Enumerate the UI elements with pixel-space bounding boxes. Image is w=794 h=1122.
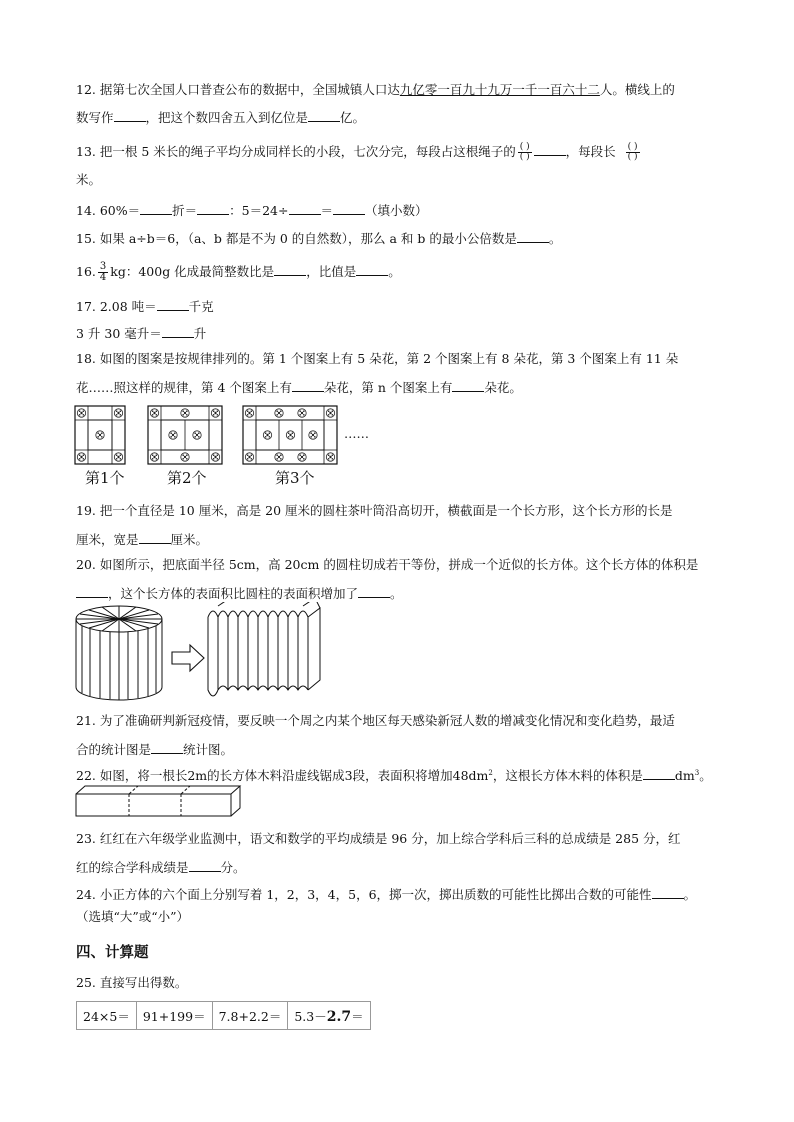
question-21-line2 bbox=[76, 740, 233, 758]
cylinder bbox=[76, 606, 162, 700]
q22-blank[interactable] bbox=[643, 766, 675, 780]
q20-text-a: ，这个长方体的表面积比圆柱的表面积增加了 bbox=[108, 586, 359, 601]
q13-frac2-num: ( ) bbox=[627, 142, 638, 152]
q18-text-c: 朵花。 bbox=[484, 380, 522, 395]
q23-blank[interactable] bbox=[189, 858, 221, 872]
section-title-calculation: 四、计算题 bbox=[76, 945, 149, 961]
question-22 bbox=[76, 765, 712, 784]
q24-text: 24. 小正方体的六个面上分别写着 1，2，3，4，5，6，掷一次，掷出质数的可能性比掷出合数的可能性 bbox=[76, 887, 652, 902]
q22-sup-3: 3 bbox=[694, 769, 700, 777]
wood-cuboid-figure bbox=[74, 784, 244, 820]
question-23-line2 bbox=[76, 858, 246, 876]
q14-blank-2[interactable] bbox=[197, 201, 229, 215]
q22-text-a: 22. 如图，将一根长2m的长方体木料沿虚线锯成3段，表面积将增加48dm bbox=[76, 768, 489, 784]
q23-text-b: 分。 bbox=[220, 860, 246, 875]
q12-label-write: 数写作 bbox=[76, 110, 114, 125]
cylinder-to-cuboid-figure bbox=[74, 602, 334, 702]
pattern-3 bbox=[243, 406, 337, 464]
question-12-line2 bbox=[76, 108, 365, 126]
pattern-ellipsis: …… bbox=[344, 426, 369, 441]
q22-sup-2: 2 bbox=[488, 769, 493, 777]
q16-frac-num: 3 bbox=[99, 261, 107, 272]
q12-text: 12. 据第七次全国人口普查公布的数据中，全国城镇人口达 bbox=[76, 82, 400, 97]
question-16 bbox=[76, 262, 401, 283]
calc-table bbox=[76, 1001, 371, 1030]
q16-blank-2[interactable] bbox=[356, 262, 388, 276]
approx-cuboid bbox=[208, 602, 320, 696]
question-24-line2 bbox=[76, 909, 189, 925]
question-14 bbox=[76, 201, 428, 219]
q17-blank-1[interactable] bbox=[157, 297, 189, 311]
q13-frac-num: ( ) bbox=[519, 142, 530, 152]
question-18-line2 bbox=[76, 378, 522, 396]
q13-fraction-blank[interactable] bbox=[518, 143, 532, 162]
q13-text: 13. 把一根 5 米长的绳子平均分成同样长的小段，七次分完，每段占这根绳子的 bbox=[76, 144, 516, 159]
question-21-line1 bbox=[76, 713, 675, 729]
q21-text-b: 统计图。 bbox=[183, 742, 234, 757]
calc-table-row bbox=[77, 1002, 371, 1030]
q20-blank-2[interactable] bbox=[358, 584, 390, 598]
calc-cell-4[interactable] bbox=[288, 1002, 370, 1030]
question-19-line1 bbox=[76, 503, 673, 519]
q21-blank[interactable] bbox=[151, 740, 183, 754]
calc-cell-4-c: ＝ bbox=[351, 1008, 364, 1024]
question-23-line1 bbox=[76, 831, 681, 847]
q21-text-a: 合的统计图是 bbox=[76, 742, 152, 757]
question-20-line1 bbox=[76, 557, 698, 573]
question-15 bbox=[76, 229, 561, 247]
q20-text-b: 。 bbox=[390, 586, 403, 601]
q24-end: 。 bbox=[683, 887, 697, 902]
pattern-1 bbox=[75, 406, 125, 464]
question-19-line2 bbox=[76, 530, 208, 548]
pattern-label-2: 第2个 bbox=[167, 469, 207, 487]
q23-text-a: 红的综合学科成绩是 bbox=[76, 860, 189, 875]
q22-end: 。 bbox=[699, 768, 712, 784]
calc-cell-1[interactable]: 24×5＝ bbox=[77, 1002, 137, 1030]
q15-blank[interactable] bbox=[517, 229, 549, 243]
q20-text: 20. 如图所示，把底面半径 5cm，高 20cm 的圆柱切成若干等份，拼成一个近似的长方体。这个长方体的体积是 bbox=[76, 557, 699, 572]
q14-text-e: （填小数） bbox=[365, 203, 428, 218]
pattern-label-1: 第1个 bbox=[85, 469, 125, 487]
calc-cell-3[interactable]: 7.8+2.2＝ bbox=[212, 1002, 288, 1030]
question-18-line1 bbox=[76, 351, 678, 367]
q12-answer-blank-2[interactable] bbox=[308, 108, 340, 122]
q17-text-a: 17. 2.08 吨＝ bbox=[76, 299, 157, 314]
q19-text-a: 厘米，宽是 bbox=[76, 532, 139, 547]
question-13-line1 bbox=[76, 142, 642, 162]
question-17-line2 bbox=[76, 324, 206, 342]
pattern-2 bbox=[148, 406, 222, 464]
q14-blank-1[interactable] bbox=[140, 201, 172, 215]
q18-text-a: 花……照这样的规律，第 4 个图案上有 bbox=[76, 380, 292, 395]
calc-cell-2[interactable]: 91+199＝ bbox=[136, 1002, 212, 1030]
q19-text-b: 厘米。 bbox=[170, 532, 209, 547]
q15-end: 。 bbox=[548, 231, 562, 246]
q14-text-c: ：5＝24÷ bbox=[229, 203, 289, 218]
q13-fraction-blank-2[interactable] bbox=[626, 143, 640, 162]
q13-frac-den: ( ) bbox=[519, 152, 530, 162]
question-25-title bbox=[76, 975, 187, 991]
q15-text: 15. 如果 a÷b＝6，（a、b 都是不为 0 的自然数），那么 a 和 b 的最小公倍数是 bbox=[76, 231, 517, 246]
q12-underlined-number: 九亿零一百九十九万一千一百六十二 bbox=[399, 82, 600, 97]
question-13-line2 bbox=[76, 172, 101, 188]
q16-number: 16. bbox=[76, 264, 96, 279]
q17-unit-2: 升 bbox=[193, 326, 207, 341]
q22-text-b: ，这根长方体木料的体积是 bbox=[492, 768, 643, 784]
q16-text-a: kg：400g 化成最简整数比是 bbox=[110, 264, 275, 279]
q12-text-end: 人。横线上的 bbox=[599, 82, 675, 97]
q14-blank-4[interactable] bbox=[333, 201, 365, 215]
q13-answer-blank-1[interactable] bbox=[534, 142, 566, 156]
q19-blank[interactable] bbox=[139, 530, 171, 544]
q16-text-c: 。 bbox=[388, 264, 401, 279]
q13-unit: 米。 bbox=[76, 172, 102, 187]
q17-blank-2[interactable] bbox=[162, 324, 194, 338]
q16-blank-1[interactable] bbox=[274, 262, 306, 276]
q12-label-round: ，把这个数四舍五入到亿位是 bbox=[145, 110, 309, 125]
q16-text-b: ，比值是 bbox=[306, 264, 357, 279]
question-20-line2 bbox=[76, 584, 403, 602]
q16-frac-den: 4 bbox=[99, 272, 107, 283]
q22-unit: dm bbox=[674, 768, 695, 784]
q17-unit-1: 千克 bbox=[188, 299, 214, 314]
q12-unit: 亿。 bbox=[340, 110, 366, 125]
q14-text-b: 折＝ bbox=[172, 203, 198, 218]
q18-blank-2[interactable] bbox=[452, 378, 484, 392]
q24-hint: （选填“大”或“小”） bbox=[76, 909, 190, 924]
q16-fraction bbox=[98, 262, 108, 283]
q14-text-d: ＝ bbox=[320, 203, 334, 218]
pattern-label-3: 第3个 bbox=[275, 469, 315, 487]
calc-cell-4-a: 5.3－ bbox=[294, 1008, 327, 1024]
transform-arrow-icon bbox=[172, 645, 204, 671]
q14-blank-3[interactable] bbox=[289, 201, 321, 215]
question-17-line1 bbox=[76, 297, 214, 315]
q13-text-2: ，每段长 bbox=[565, 144, 616, 159]
q25-text: 25. 直接写出得数。 bbox=[76, 975, 188, 990]
q12-answer-blank-1[interactable] bbox=[114, 108, 146, 122]
q23-text: 23. 红红在六年级学业监测中，语文和数学的平均成绩是 96 分，加上综合学科后三科的总成绩是 285 分，红 bbox=[76, 831, 681, 846]
calc-cell-4-b: 2.7 bbox=[326, 1008, 352, 1025]
q19-text: 19. 把一个直径是 10 厘米，高是 20 厘米的圆柱茶叶筒沿高切开，横截面是一个长方形，这个长方形的长是 bbox=[76, 503, 673, 518]
q13-frac2-den: ( ) bbox=[627, 152, 638, 162]
q14-text-a: 14. 60%＝ bbox=[76, 203, 141, 218]
q20-blank-1[interactable] bbox=[76, 584, 108, 598]
question-24-line1 bbox=[76, 885, 696, 903]
q21-text: 21. 为了准确研判新冠疫情，要反映一个周之内某个地区每天感染新冠人数的增减变化情况和变化趋势，最适 bbox=[76, 713, 675, 728]
q18-text-b: 朵花，第 n 个图案上有 bbox=[323, 380, 453, 395]
q18-text: 18. 如图的图案是按规律排列的。第 1 个图案上有 5 朵花，第 2 个图案上有 8 朵花，第 3 个图案上有 11 朵 bbox=[76, 351, 679, 366]
q18-blank-1[interactable] bbox=[292, 378, 324, 392]
question-12-line1 bbox=[76, 82, 675, 98]
q24-blank[interactable] bbox=[652, 885, 684, 899]
q17-text-c: 3 升 30 毫升＝ bbox=[76, 326, 162, 341]
flower-pattern-figure bbox=[74, 404, 414, 494]
